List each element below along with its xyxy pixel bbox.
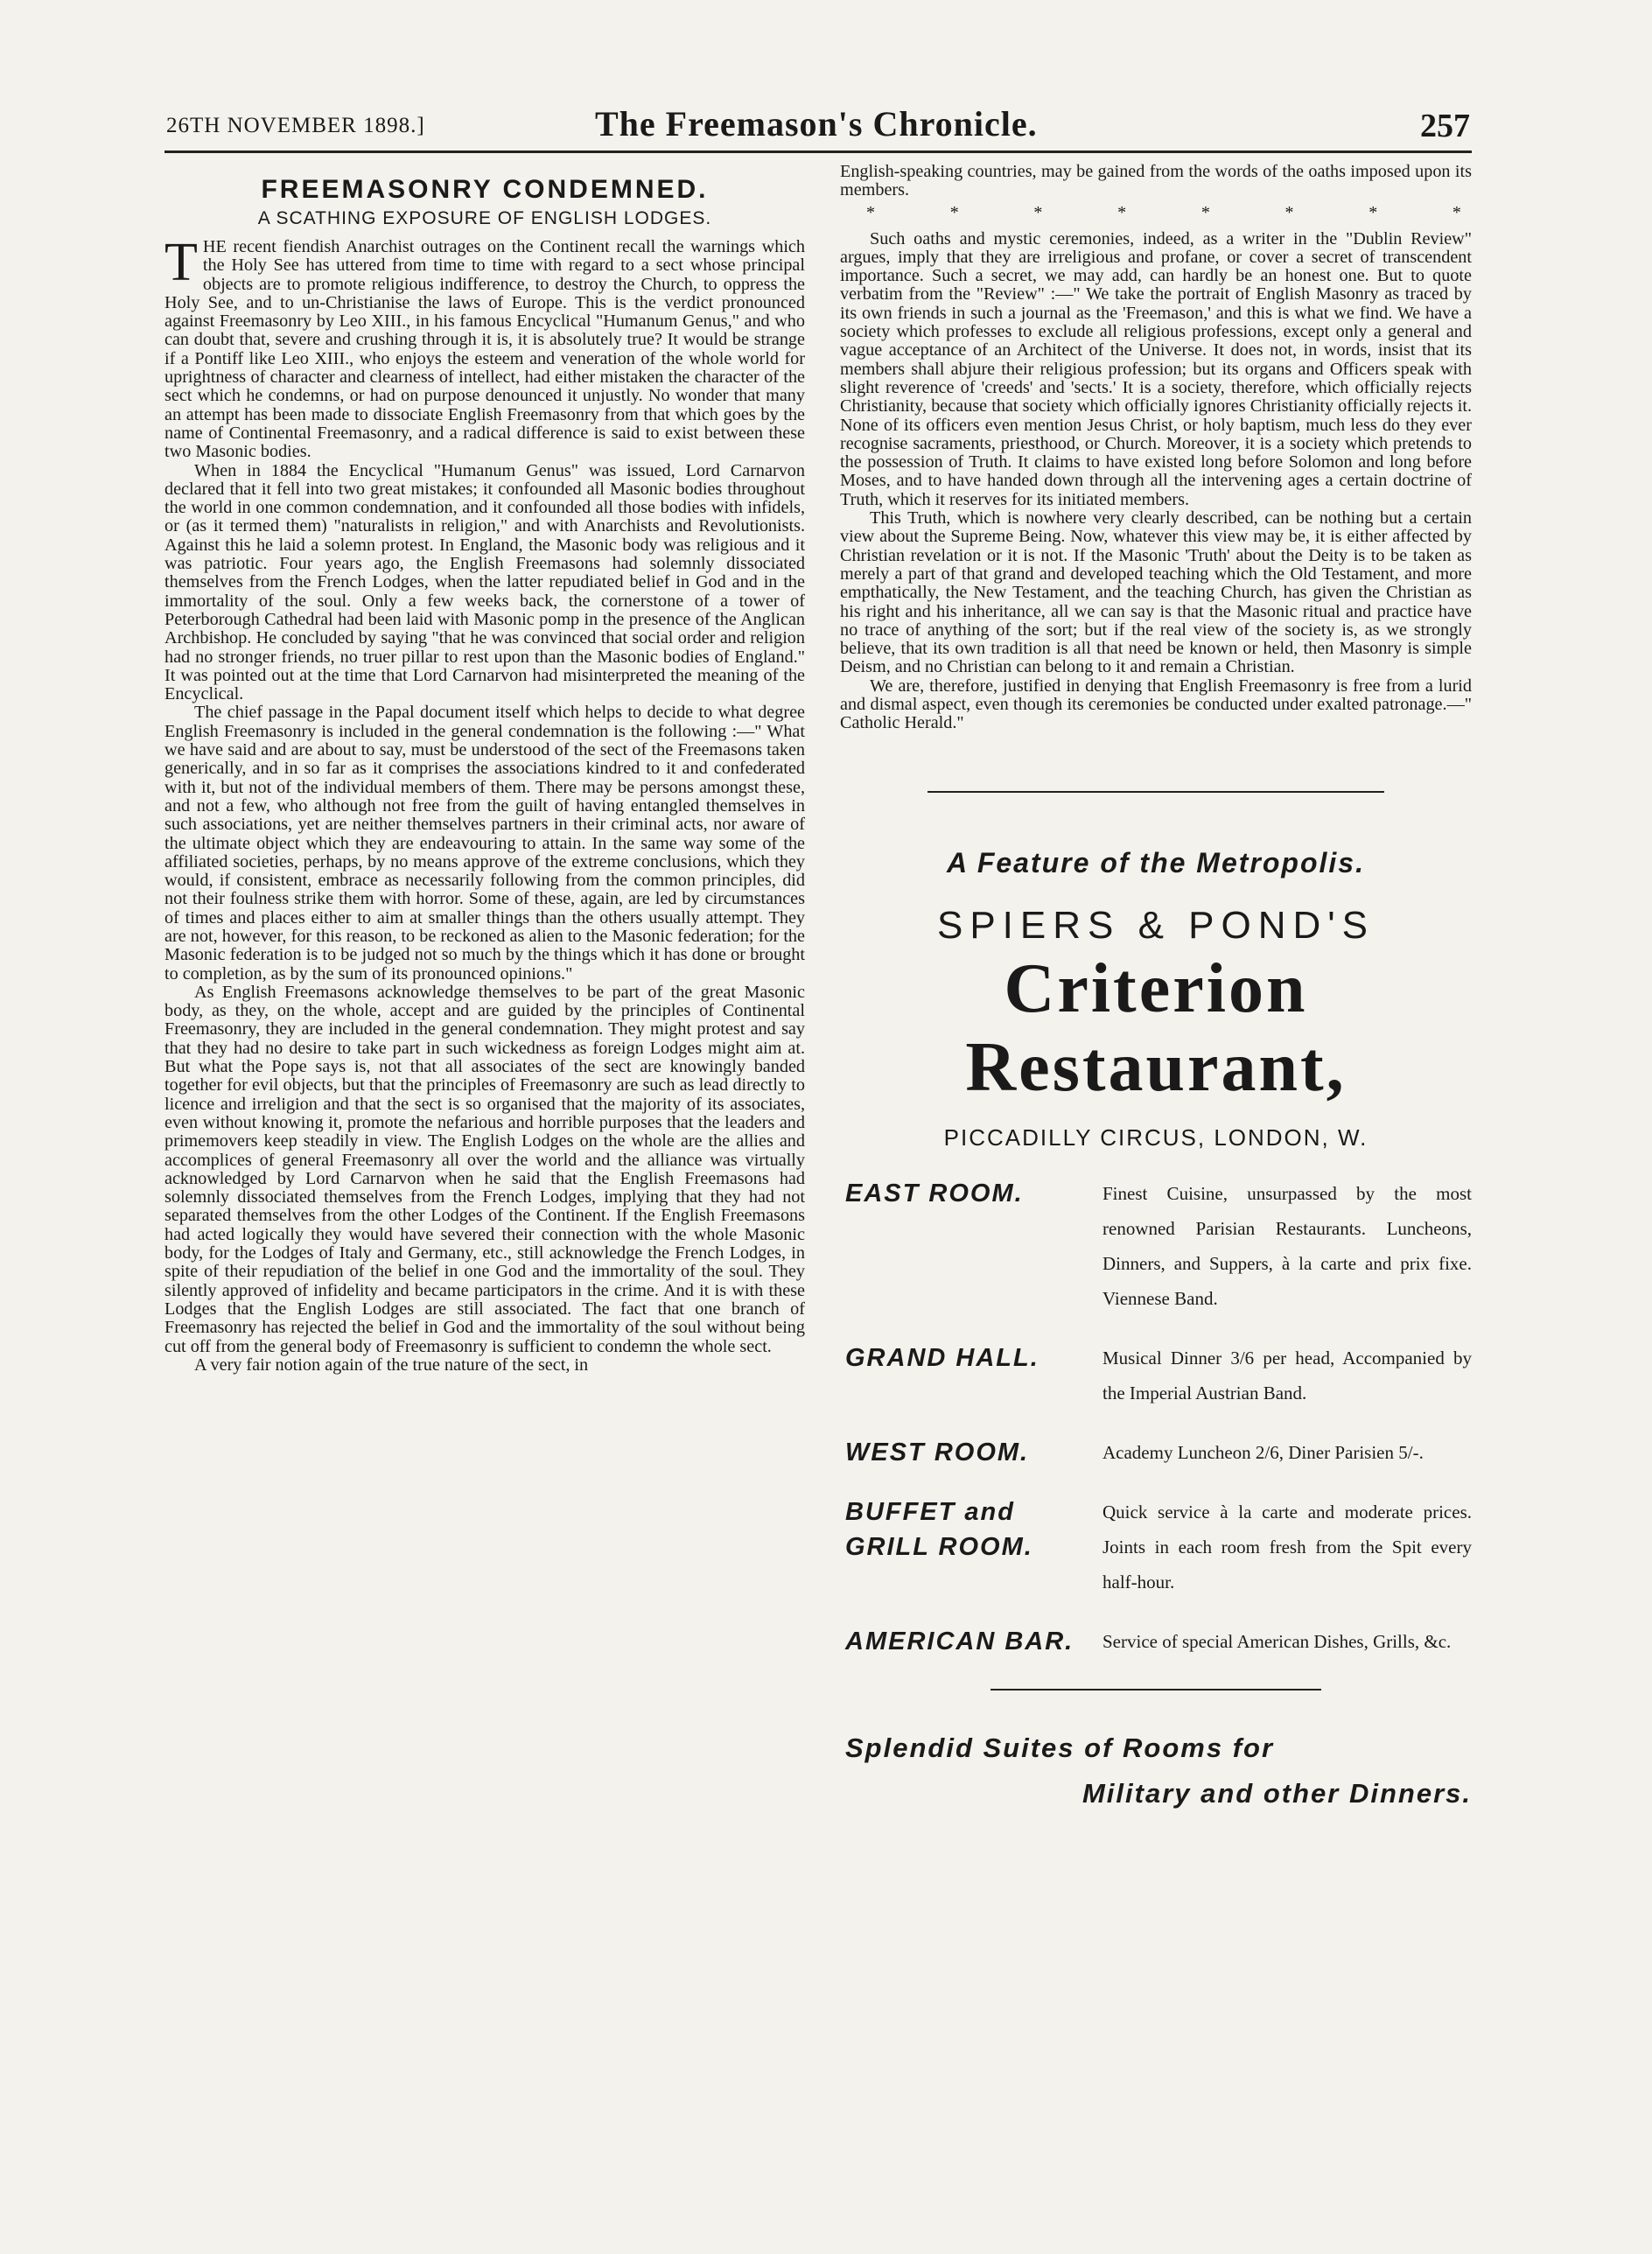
star: *: [1117, 202, 1127, 222]
article-title: FREEMASONRY CONDEMNED.: [261, 175, 709, 204]
star: *: [1284, 202, 1294, 222]
section-break-stars: [840, 202, 1472, 223]
article-paragraph: When in 1884 the Encyclical "Humanum Genus" was issued, Lord Carnarvon declared that it fell into two great mistakes; it confounded all Masonic bodies throughout the world in one common condemnation, and it confounded all those bodies with infidels, or (as it termed them) "naturalists in religion," and with Anarchists and Revolutionists. Against this he laid a solemn protest. In England, the Masonic body was religious and it was patriotic. Four years ago, the English Freemasons had solemnly dissociated themselves from the French Lodges, when the latter repudiated belief in God and in the immortality of the soul. Only a few weeks back, the cornerstone of a tower of Peterborough Cathedral had been laid with Masonic pomp in the presence of the Anglican Archbishop. He concluded by saying "that he was convinced that social order and religion had no stronger friends, no truer pillar to rest upon than the Masonic bodies of England." It was pointed out at the time that Lord Carnarvon had misinterpreted the meaning of the Encyclical.: [164, 460, 805, 704]
room-name: AMERICAN BAR.: [845, 1627, 1074, 1656]
advert-divider: [928, 791, 1384, 793]
room-description: Academy Luncheon 2/6, Diner Parisien 5/-.: [1102, 1441, 1424, 1463]
issue-date: 26TH NOVEMBER 1898.]: [166, 114, 425, 137]
star: *: [1200, 202, 1210, 222]
article-paragraph: [164, 233, 805, 462]
tagline-line: Splendid Suites of Rooms for: [845, 1732, 1275, 1763]
header-rule: [164, 150, 1472, 153]
left-column: [164, 175, 805, 1375]
tagline-line: Military and other Dinners.: [1082, 1777, 1472, 1809]
article-paragraph: Such oaths and mystic ceremonies, indeed, as a writer in the "Dublin Review" argues, imply that they are irreligious and profane, or cover a secret of transcendent importance. Such a secret, we may add, can hardly be an honest one. But to quote verbatim from the "Review" :—" We take the portrait of English Masonry as traced by its own friends in such a journal as the 'Freemason,' and this is what we find. We have a society which professes to exclude all religious professions, except only a general and vague acceptance of an Architect of the Universe. It does not, in words, insist that its members shall abjure their religious profession; but its organs and Officers speak with slight reverence of 'creeds' and 'sects.' It is a society, therefore, which officially rejects Christianity, because that society which officially ignores Christianity officially rejects it. None of its officers even mention Jesus Christ, or holy baptism, much less do they ever recognise sacraments, priesthood, or Church. Moreover, it is a society which pretends to the possession of Truth. It claims to have existed long before Solomon and long before Moses, and to have handed down through all the intervening ages a certain doctrine of Truth, which it reserves for its initiated members.: [840, 228, 1472, 509]
article-subtitle: A SCATHING EXPOSURE OF ENGLISH LODGES.: [257, 208, 712, 228]
room-description: Musical Dinner 3/6 per head, Accompanied by the Imperial Austrian Band.: [1102, 1347, 1472, 1404]
room-entry-grand-hall: [840, 1340, 1472, 1410]
room-entry-west: [840, 1435, 1472, 1470]
article-paragraph: This Truth, which is nowhere very clearly described, can be nothing but a certain view about the Supreme Being. Now, whatever this view may be, it is either affected by Christian revelation or it is not. If the Masonic 'Truth' about the Deity is to be taken as merely a part of that grand and developed teaching which the Old Testament, and more empthatically, the New Testament, and the teaching Church, has given the Christian as his right and his inheritance, all we can say is that the Masonic ritual and practice have no trace of anything of the sort; but if the real view of the society is, as we strongly believe, that its own tradition is all that need be known or held, then Masonry is simple Deism, and no Christian can belong to it and remain a Christian.: [840, 508, 1472, 677]
advert-divider: [990, 1689, 1321, 1690]
restaurant-advert: [840, 847, 1472, 1816]
star: *: [949, 202, 959, 222]
room-name: WEST ROOM.: [845, 1438, 1030, 1466]
star: *: [1033, 202, 1043, 222]
article-paragraph: A very fair notion again of the true nature of the sect, in: [194, 1354, 589, 1375]
advert-proprietor: SPIERS & POND'S: [936, 903, 1376, 947]
publication-title: The Freemason's Chronicle.: [595, 104, 1038, 144]
room-description: Quick service à la carte and moderate prices. Joints in each room fresh from the Spit every half-hour.: [1102, 1501, 1472, 1592]
advert-tagline: [840, 1726, 1472, 1816]
room-entry-buffet: [840, 1494, 1472, 1600]
room-description: Service of special American Dishes, Grills, &c.: [1102, 1630, 1452, 1652]
room-name: GRAND HALL.: [845, 1343, 1040, 1372]
article-paragraph: English-speaking countries, may be gained from the words of the oaths imposed upon its members.: [840, 162, 1472, 200]
article-paragraph: The chief passage in the Papal document itself which helps to decide to what degree English Freemasonry is included in the general condemnation is the following :—" What we have said and are about to say, must be understood of the sect of the Freemasons taken generically, and in so far as it comprises the associations kindred to it and confederated with it, but not of the individual members of them. There may be persons amongst these, and not a few, who although not free from the guilt of having entangled themselves in such associations, yet are neither themselves partners in their criminal acts, nor aware of the ultimate object which they are endeavouring to attain. In the same way some of the affiliated societies, perhaps, by no means approve of the extreme conclusions, which they would, if consistent, embrace as necessarily following from the common principles, did not their foulness strike them with horror. Some of these, again, are led by circumstances of times and places either to aim at smaller things than the others usually attempt. They are not, however, for this reason, to be reckoned as alien to the Masonic federation; for the Masonic federation is to be judged not so much by the things which it has done or brought to completion, as by the sum of its pronounced opinions.": [164, 703, 805, 984]
advert-feature-line: A Feature of the Metropolis.: [947, 846, 1365, 878]
article-paragraph: We are, therefore, justified in denying that English Freemasonry is free from a lurid and dismal aspect, even though its ceremonies be conducted under exalted patronage.—" Catholic Herald.": [840, 676, 1472, 733]
star: *: [1452, 202, 1461, 222]
advert-restaurant-name: Criterion Restaurant,: [965, 949, 1347, 1106]
room-name: BUFFET and GRILL ROOM.: [845, 1497, 1033, 1561]
page-header: [166, 103, 1470, 147]
right-column: [840, 163, 1472, 1816]
article-paragraph: As English Freemasons acknowledge themselves to be part of the great Masonic body, as they, on the whole, accept and are guided by the principles of Continental Freemasonry, they are included in the general condemnation. They might protest and say that they had no desire to take part in such wickedness as foreign Lodges might aim at. But what the Pope says is, not that all associates of the sect are knowingly banded together for evil objects, but that the principles of Freemasonry are such as lead directly to licence and irreligion and that the sect is so organised that the majority of its associates, even without knowing it, promote the nefarious and horrible purposes that the leaders and primemovers keep steadily in view. The English Lodges on the whole are the allies and accomplices of general Freemasonry all over the world and the alliance was virtually acknowledged by Lord Carnarvon when he said that the English Freemasons had solemnly dissociated themselves from the French Lodges, implying that they had not separated themselves from the other Lodges of the Continent. If the English Freemasons had acted logically they would have severed their connection with the whole Masonic body, for the Lodges of Italy and Germany, etc., still acknowledge the French Lodges, in spite of their repudiation of the belief in one God and the immortality of the soul. They silently approved of infidelity and became participators in the crime. And it is with these Lodges that the English Lodges are still associated. The fact that one branch of Freemasonry has rejected the belief in God and the immortality of the soul without being cut off from the general body of Freemasonry is sufficient to condemn the whole sect.: [164, 982, 805, 1356]
page-number: 257: [1420, 108, 1470, 144]
star: *: [1368, 202, 1378, 222]
star: *: [866, 202, 875, 222]
room-entry-american-bar: [840, 1624, 1472, 1659]
drop-cap: T: [164, 233, 198, 292]
room-entry-east: [840, 1176, 1472, 1316]
room-description: Finest Cuisine, unsurpassed by the most renowned Parisian Restaurants. Luncheons, Dinners, and Suppers, à la carte and prix fixe. Viennese Band.: [1102, 1182, 1472, 1309]
paragraph-text: HE recent fiendish Anarchist outrages on the Continent recall the warnings which the Holy See has uttered from time to time with regard to a sect whose principal objects are to promote religious indifference, to destroy the Church, to oppress the Holy See, and to un-Christianise the laws of Europe. This is the verdict pronounced against Freemasonry by Leo XIII., in his famous Encyclical "Humanum Genus," and who can doubt that, severe and crushing through it is, it is absolutely true? It would be strange if a Pontiff like Leo XIII., who enjoys the esteem and veneration of the whole world for uprightness of character and clearness of intellect, had either mistaken the character of the sect which he condemns, or had on purpose denounced it unjustly. No wonder that many an attempt has been made to dissociate English Freemasonry from that which goes by the name of Continental Freemasonry, and a radical difference is said to exist between these two Masonic bodies.: [164, 237, 805, 462]
advert-address: PICCADILLY CIRCUS, LONDON, W.: [943, 1124, 1368, 1151]
room-name: EAST ROOM.: [845, 1179, 1024, 1208]
